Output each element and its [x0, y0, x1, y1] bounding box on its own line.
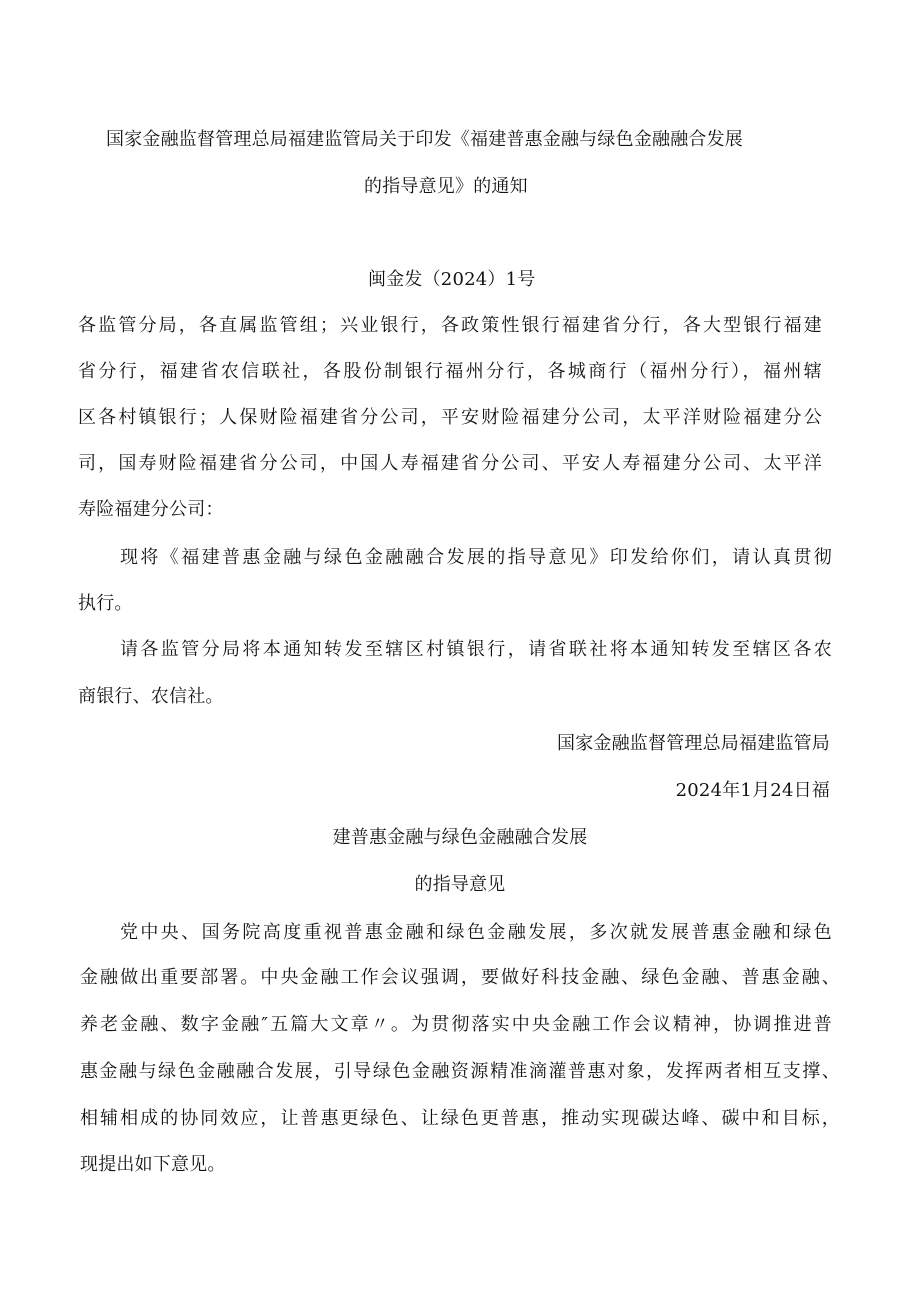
recipients-line-3: 区各村镇银行；人保财险福建省分公司，平安财险福建分公司，太平洋财险福建分公 [78, 407, 822, 428]
recipients-line-1: 各监管分局，各直属监管组；兴业银行，各政策性银行福建省分行，各大型银行福建 [78, 315, 822, 336]
recipients-line-2: 省分行，福建省农信联社，各股份制银行福州分行，各城商行（福州分行），福州辖 [78, 361, 822, 382]
body-paragraph-line-2: 金融做出重要部署。中央金融工作会议强调，要做好科技金融、绿色金融、普惠金融、 [80, 967, 840, 988]
signature-date: 2024年1月24日福 [675, 780, 830, 801]
document-number: 闽金发（2024）1号 [368, 269, 536, 290]
paragraph-1-line-1: 现将《福建普惠金融与绿色金融融合发展的指导意见》印发给你们，请认真贯彻 [120, 547, 832, 568]
paragraph-2-line-2: 商银行、农信社。 [78, 686, 224, 707]
recipients-line-4: 司，国寿财险福建省分公司，中国人寿福建省分公司、平安人寿福建分公司、太平洋 [78, 453, 822, 474]
signature-organization: 国家金融监督管理总局福建监管局 [557, 733, 830, 754]
attachment-title-line-2: 的指导意见 [414, 874, 506, 895]
title-line-1: 国家金融监督管理总局福建监管局关于印发《福建普惠金融与绿色金融融合发展 [106, 129, 743, 150]
paragraph-1-line-2: 执行。 [78, 593, 133, 614]
title-line-2: 的指导意见》的通知 [364, 176, 528, 197]
body-paragraph-line-1: 党中央、国务院高度重视普惠金融和绿色金融发展，多次就发展普惠金融和绿色 [120, 922, 832, 943]
body-paragraph-line-3: 养老金融、数字金融″五篇大文章〃。为贯彻落实中央金融工作会议精神，协调推进普 [80, 1014, 832, 1035]
recipients-line-5: 寿险福建分公司： [78, 499, 224, 520]
body-paragraph-line-5: 相辅相成的协同效应，让普惠更绿色、让绿色更普惠，推动实现碳达峰、碳中和目标， [80, 1108, 840, 1129]
body-paragraph-line-4: 惠金融与绿色金融融合发展，引导绿色金融资源精准滴灌普惠对象，发挥两者相互支撑、 [80, 1061, 840, 1082]
body-paragraph-line-6: 现提出如下意见。 [80, 1154, 226, 1175]
paragraph-2-line-1: 请各监管分局将本通知转发至辖区村镇银行，请省联社将本通知转发至辖区各农 [120, 639, 832, 660]
attachment-title-line-1: 建普惠金融与绿色金融融合发展 [332, 827, 588, 848]
